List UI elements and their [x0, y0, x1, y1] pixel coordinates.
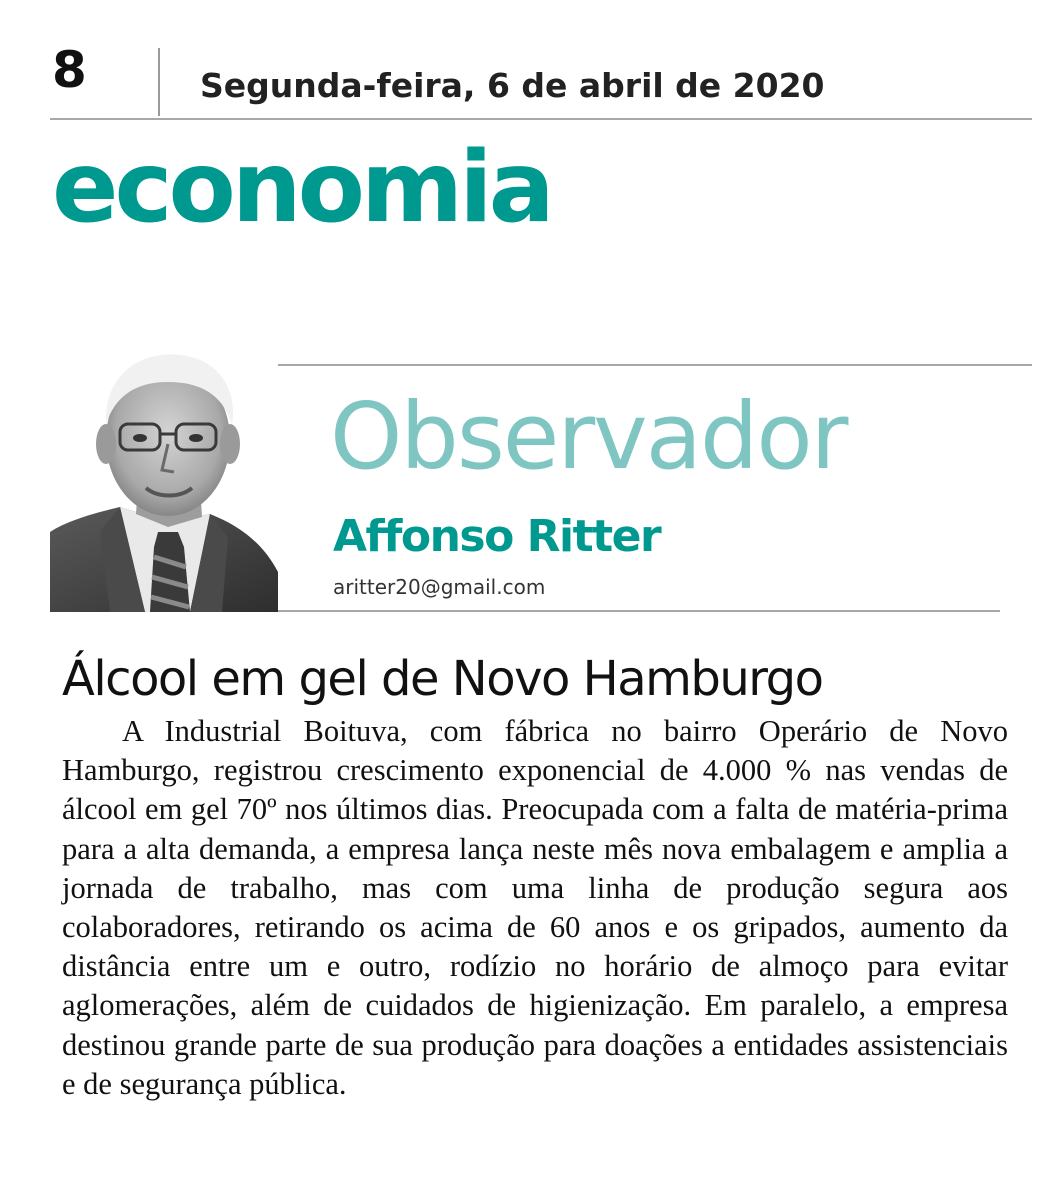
article-headline: Álcool em gel de Novo Hamburgo — [62, 651, 823, 707]
author-email: aritter20@gmail.com — [333, 575, 546, 599]
author-name: Affonso Ritter — [333, 511, 661, 562]
page-number: 8 — [52, 41, 87, 99]
author-photo — [50, 332, 278, 612]
section-title: economia — [52, 131, 551, 245]
article-body: A Industrial Boituva, com fábrica no bairro Operário de Novo Hamburgo, registrou crescimento exponencial de 4.000 % nas vendas de álcool em gel 70º nos últimos dias. Preocupada com a falta de matéria-prima para a alta demanda, a empresa lança neste mês nova embalagem e amplia a jornada de trabalho, mas com uma linha de produção segura aos colaboradores, retirando os acima de 60 anos e os gripados, aumento da distância entre um e outro, rodízio no horário de almoço para evitar aglomerações, além de cuidados de higienização. Em paralelo, a empresa destinou grande parte de sua produção para doações a entidades assistenciais e de segurança pública. — [62, 714, 1008, 1101]
top-rule — [50, 118, 1032, 120]
edition-date: Segunda-feira, 6 de abril de 2020 — [200, 66, 825, 105]
column-rule-bottom — [278, 610, 1000, 612]
column-name: Observador — [330, 383, 847, 490]
header-divider — [158, 48, 160, 116]
